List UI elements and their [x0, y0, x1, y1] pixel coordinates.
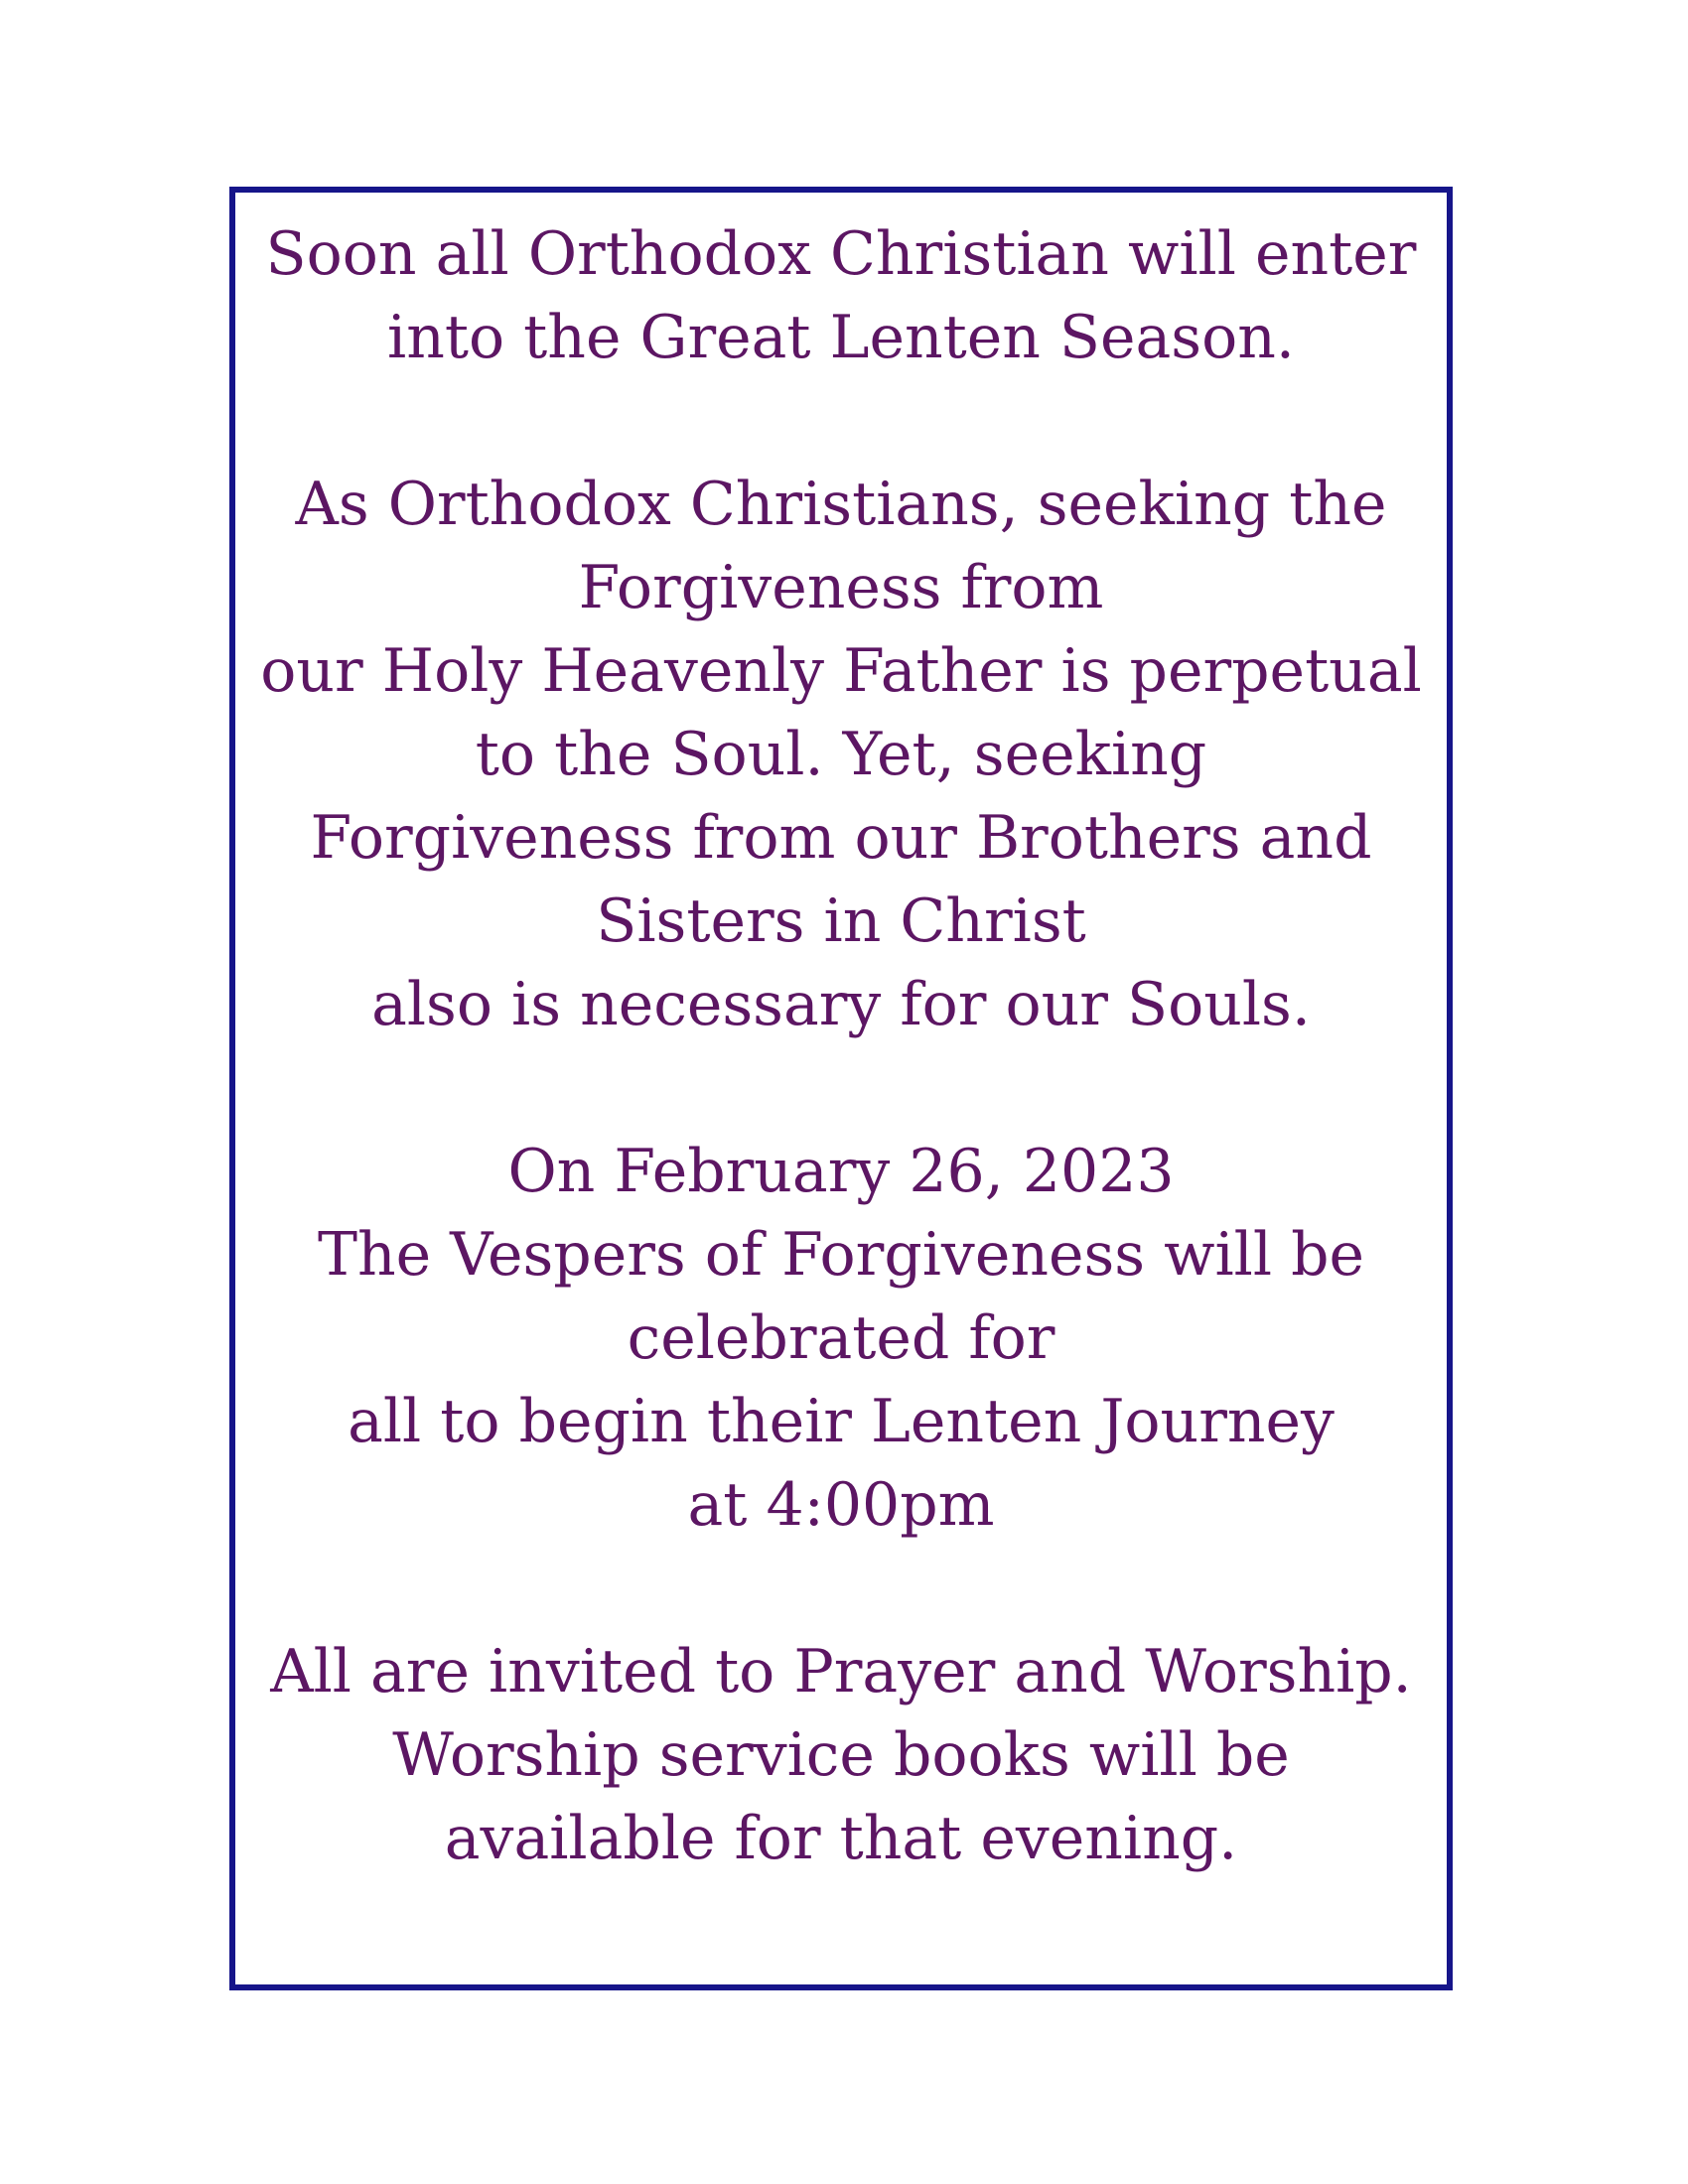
text-line: our Holy Heavenly Father is perpetual — [260, 636, 1422, 706]
text-line: The Vespers of Forgiveness will be — [317, 1220, 1365, 1290]
text-line: Sisters in Christ — [596, 887, 1086, 956]
paragraph-vespers-date — [235, 1130, 1447, 1547]
text-line: All are invited to Prayer and Worship. — [270, 1637, 1412, 1706]
text-line: all to begin their Lenten Journey — [348, 1387, 1335, 1456]
event-time: at 4:00pm — [687, 1470, 995, 1540]
text-line: available for that evening. — [444, 1804, 1238, 1873]
text-line: to the Soul. Yet, seeking — [475, 720, 1207, 789]
paragraph-spacer — [235, 1046, 1447, 1130]
text-line: Worship service books will be — [392, 1720, 1290, 1790]
paragraph-lent-intro — [235, 212, 1447, 379]
text-line: Forgiveness from — [578, 553, 1104, 622]
event-date: On February 26, 2023 — [507, 1137, 1175, 1206]
paragraph-forgiveness — [235, 463, 1447, 1046]
text-line: Soon all Orthodox Christian will enter — [265, 219, 1417, 289]
text-line: into the Great Lenten Season. — [387, 303, 1295, 372]
notice-content — [235, 212, 1447, 1880]
paragraph-spacer — [235, 379, 1447, 463]
text-line: As Orthodox Christians, seeking the — [295, 470, 1387, 539]
notice-frame — [229, 187, 1453, 1990]
text-line: celebrated for — [627, 1303, 1055, 1373]
text-line: also is necessary for our Souls. — [371, 970, 1311, 1039]
paragraph-spacer — [235, 1547, 1447, 1630]
paragraph-invitation — [235, 1630, 1447, 1880]
text-line: Forgiveness from our Brothers and — [310, 803, 1372, 873]
